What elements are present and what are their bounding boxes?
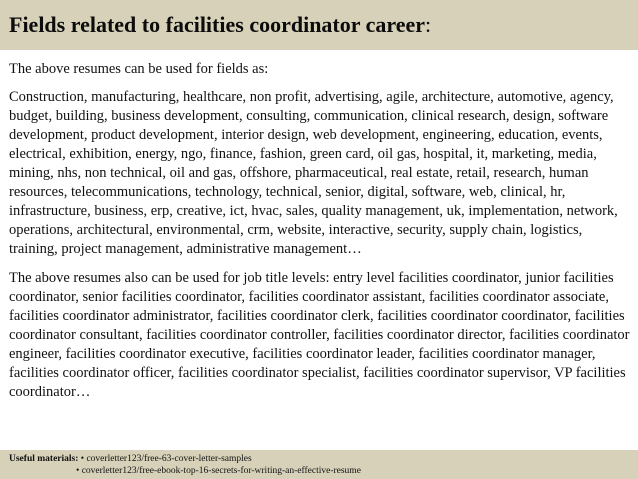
page-title-colon: : <box>425 12 432 37</box>
job-levels-text: The above resumes also can be used for job title levels: entry level facilities coordinator, junior facilities coordinator, senior facilities coordinator, facilities coordinator assistant, facilities coordinator associate, facilities coordinator administrator, facilities coordinator clerk, facilities coordinator coordinator, facilities coordinator consultant, facilities coordinator controller, facilities coordinator director, facilities coordinator engineer, facilities coordinator executive, facilities coordinator leader, facilities coordinator manager, facilities coordinator officer, facilities coordinator specialist, facilities coordinator supervisor, VP facilities coordinator… <box>9 270 630 400</box>
footer-bar <box>0 450 638 479</box>
useful-materials-label: Useful materials: <box>9 454 79 464</box>
main-content <box>9 60 631 402</box>
footer-row-first <box>9 453 638 465</box>
page-title-text: Fields related to facilities coordinator career <box>9 12 426 37</box>
footer-row-second <box>9 465 638 477</box>
page-title <box>9 12 638 38</box>
footer-link-resume-ebook[interactable]: • coverletter123/free-ebook-top-16-secrets-for-writing-an-effective-resume <box>76 466 361 476</box>
footer-link-cover-letter-samples[interactable]: • coverletter123/free-63-cover-letter-samples <box>80 454 252 464</box>
title-bar <box>0 0 638 50</box>
fields-list-text: Construction, manufacturing, healthcare, non profit, advertising, agile, architecture, automotive, agency, budget, building, business development, consulting, communication, clinical research, design, software development, product development, interior design, web development, engineering, education, events, electrical, exhibition, energy, ngo, finance, fashion, green card, oil gas, hospital, it, marketing, media, mining, nhs, non technical, oil and gas, offshore, pharmaceutical, real estate, retail, research, human resources, telecommunications, technology, technical, senior, digital, software, web, clinical, hr, infrastructure, business, erp, creative, ict, hvac, sales, quality management, uk, implementation, network, operations, architectural, environmental, crm, website, interactive, security, supply chain, logistics, training, project management, administrative management… <box>9 89 618 257</box>
intro-text: The above resumes can be used for fields as: <box>9 61 269 77</box>
